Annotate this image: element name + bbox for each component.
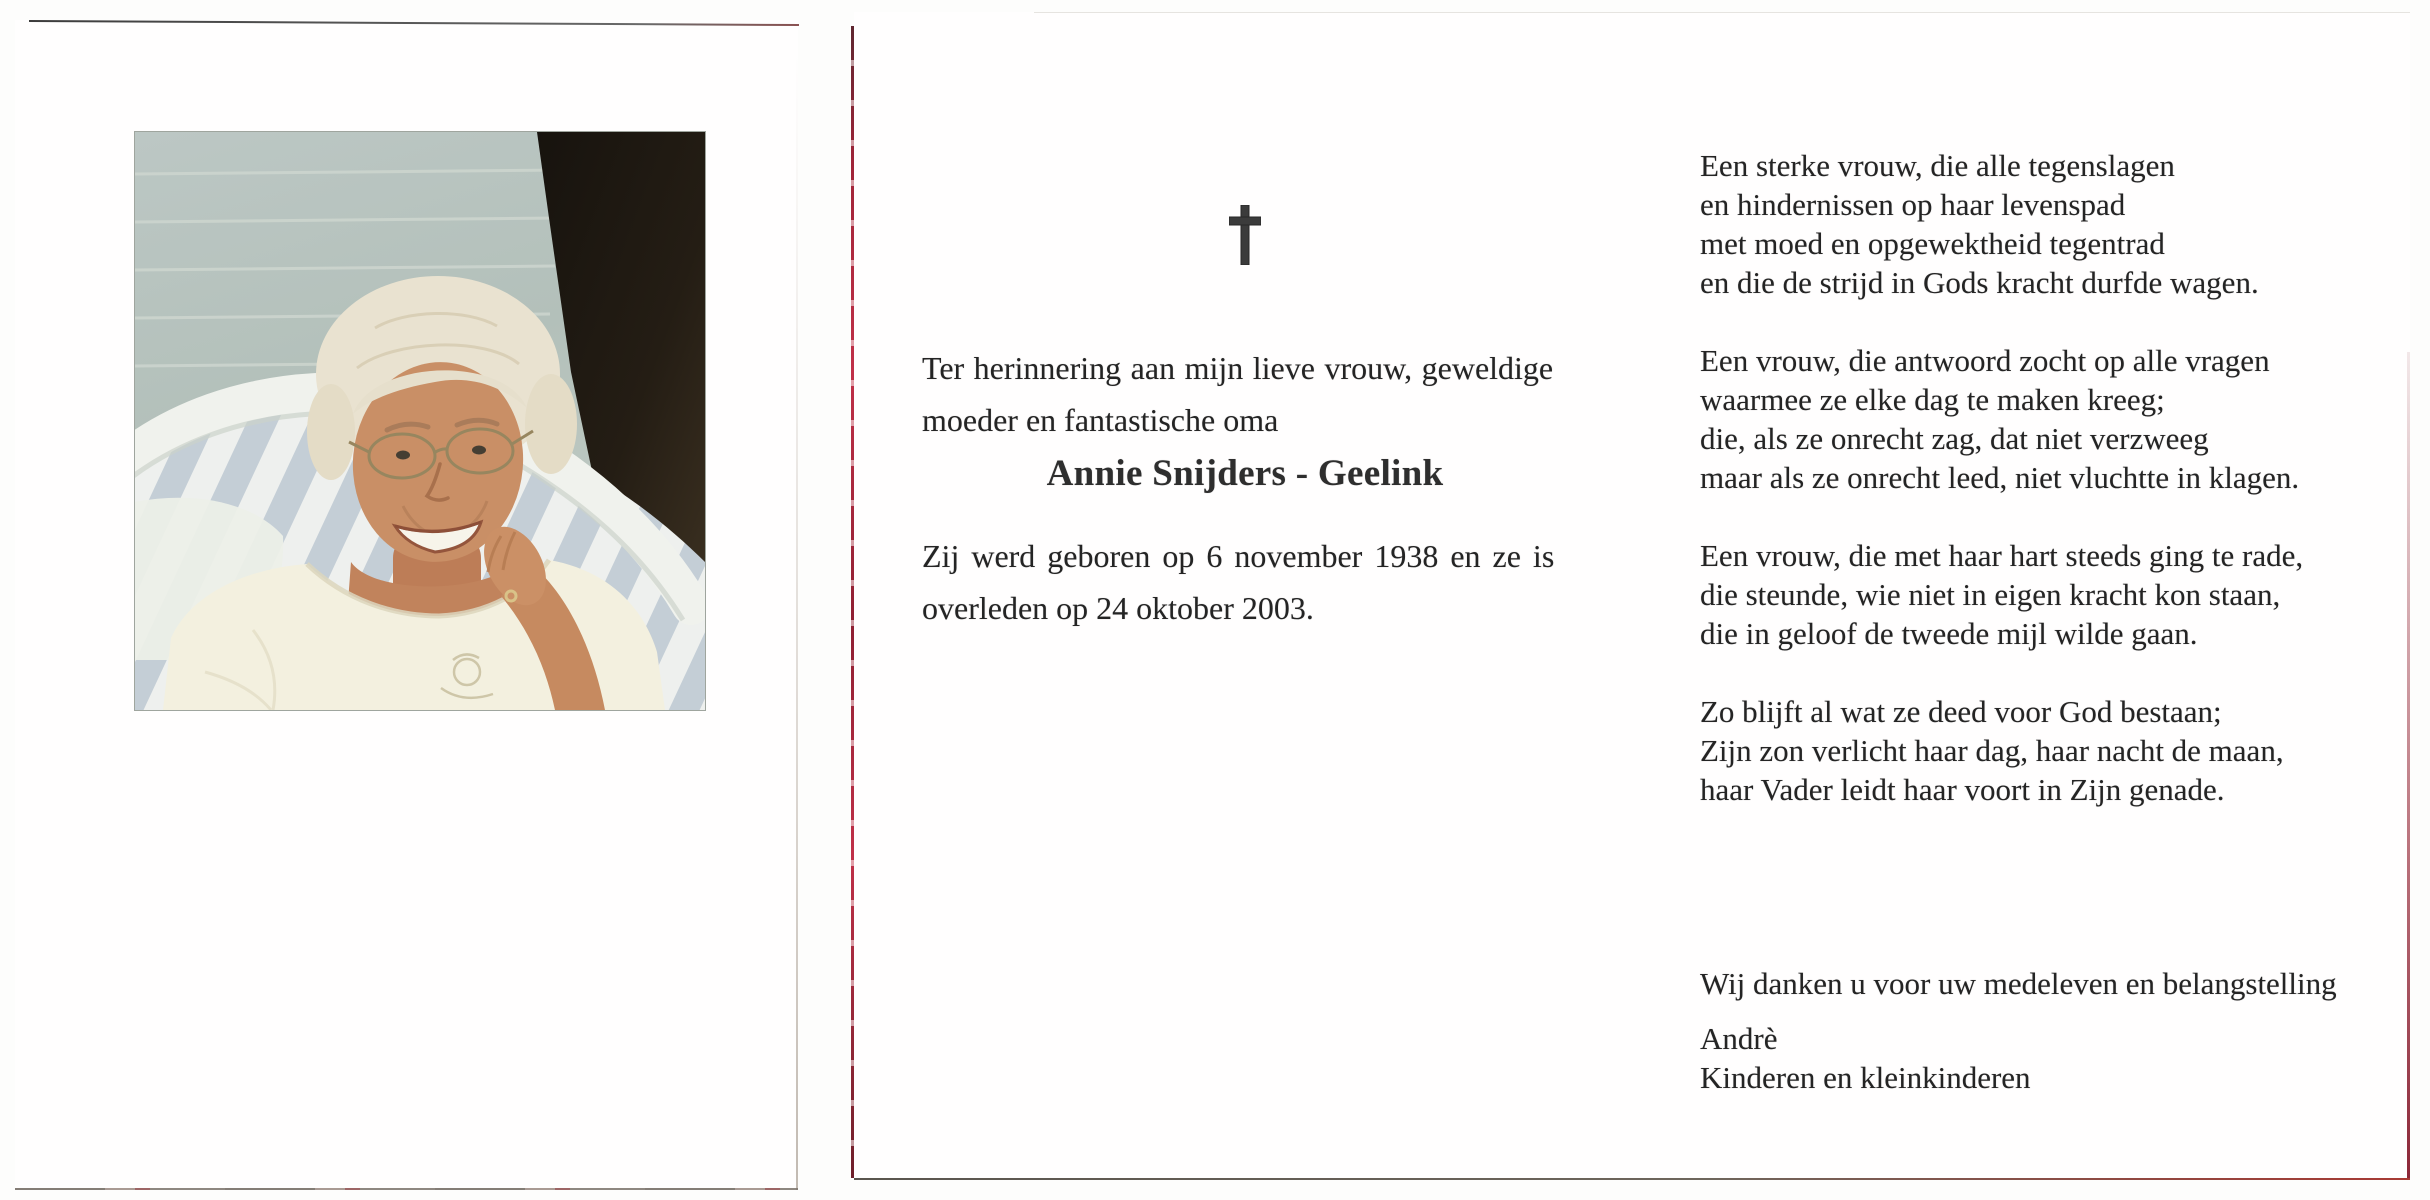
right-page: [854, 12, 2410, 1180]
poem-panel: [1700, 146, 2390, 1097]
dates-line: Zij werd geboren op 6 november 1938 en ze is: [922, 538, 1555, 574]
right-page-bottom-edge: [854, 1178, 2410, 1180]
cross-wrap: [922, 205, 1568, 270]
birth-death-dates: [922, 530, 1554, 634]
poem-stanza: [1700, 341, 2390, 497]
poem-stanza: [1700, 536, 2390, 653]
poem-line: en hindernissen op haar levenspad: [1700, 187, 2126, 222]
right-page-right-edge: [2407, 352, 2410, 1178]
poem-line: Een vrouw, die antwoord zocht op alle vragen: [1700, 343, 2270, 378]
left-page-top-edge: [29, 20, 799, 26]
poem-line: die in geloof de tweede mijl wilde gaan.: [1700, 616, 2198, 651]
poem-line: met moed en opgewektheid tegentrad: [1700, 226, 2165, 261]
left-page: [15, 20, 798, 1190]
signature-block: [1700, 1019, 2390, 1097]
poem-line: haar Vader leidt haar voort in Zijn genade.: [1700, 772, 2225, 807]
memorial-photo: [135, 132, 705, 710]
poem-line: maar als ze onrecht leed, niet vluchtte in klagen.: [1700, 460, 2300, 495]
poem-line: die steunde, wie niet in eigen kracht kon staan,: [1700, 577, 2281, 612]
cross-icon: [1229, 205, 1261, 265]
left-page-bottom-edge: [15, 1188, 798, 1190]
signature-line: Andrè: [1700, 1021, 1778, 1056]
memorial-intro: [922, 342, 1553, 446]
signature-line: Kinderen en kleinkinderen: [1700, 1060, 2031, 1095]
poem-stanza: [1700, 146, 2390, 302]
poem-stanza: [1700, 692, 2390, 809]
memorial-text-panel: [922, 12, 1568, 672]
poem-line: en die de strijd in Gods kracht durfde wagen.: [1700, 265, 2259, 300]
acknowledgement-line: Wij danken u voor uw medeleven en belangstelling: [1700, 966, 2337, 1001]
poem-line: Een sterke vrouw, die alle tegenslagen: [1700, 148, 2175, 183]
intro-line: moeder en fantastische oma: [922, 402, 1279, 438]
deceased-name: Annie Snijders - Geelink: [1046, 453, 1444, 494]
poem-line: waarmee ze elke dag te maken kreeg;: [1700, 382, 2165, 417]
poem-line: Een vrouw, die met haar hart steeds ging te rade,: [1700, 538, 2304, 573]
poem-line: Zijn zon verlicht haar dag, haar nacht de maan,: [1700, 733, 2284, 768]
dates-line: overleden op 24 oktober 2003.: [922, 590, 1314, 626]
intro-line: Ter herinnering aan mijn lieve vrouw, geweldige: [922, 350, 1554, 386]
portrait-photo-illustration: [135, 132, 705, 710]
poem-line: Zo blijft al wat ze deed voor God bestaan;: [1700, 694, 2222, 729]
poem-line: die, als ze onrecht zag, dat niet verzweeg: [1700, 421, 2209, 456]
left-page-right-edge: [796, 50, 798, 1190]
